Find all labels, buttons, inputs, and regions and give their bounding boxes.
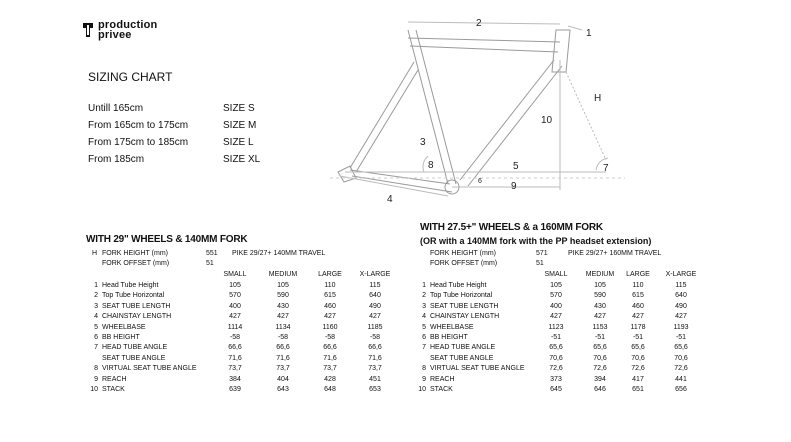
row-label: Top Tube Horizontal	[430, 292, 493, 300]
row-value: 71,6	[368, 354, 382, 362]
sizing-size: SIZE XL	[223, 154, 261, 165]
table2-subtitle: (OR with a 140MM fork with the PP headset extension)	[420, 236, 652, 246]
row-value: 640	[369, 292, 381, 300]
column-header: SMALL	[544, 271, 568, 278]
row-value: 66,6	[368, 344, 382, 352]
row-value: 1123	[548, 323, 564, 331]
dim-4-line	[340, 176, 448, 196]
row-value: 72,6	[549, 365, 563, 373]
row-number: 6	[422, 334, 426, 341]
row-value: 384	[229, 375, 241, 383]
row-value: 105	[550, 282, 562, 289]
row-value: 65,6	[674, 344, 688, 352]
column-header: MEDIUM	[585, 271, 615, 278]
dim-1-line	[568, 26, 582, 30]
row-value: 71,6	[276, 354, 290, 362]
fork-note: PIKE 29/27+ 140MM TRAVEL	[232, 250, 326, 257]
row-label: HEAD TUBE ANGLE	[102, 344, 168, 352]
row-value: 394	[594, 375, 606, 383]
row-value: 430	[594, 302, 606, 310]
row-value: 451	[369, 375, 381, 383]
fork-height-key: H	[92, 250, 98, 257]
row-number: 7	[422, 344, 426, 352]
row-value: 71,6	[228, 354, 242, 362]
row-value: 66,6	[276, 344, 290, 352]
dim-label-2: 2	[476, 18, 482, 29]
fork-offset-label: FORK OFFSET (mm)	[102, 260, 170, 267]
row-value: 70,6	[631, 354, 645, 362]
fork-offset-value: 51	[206, 260, 214, 267]
row-label: SEAT TUBE ANGLE	[102, 354, 166, 362]
row-number: 2	[94, 292, 98, 300]
column-header: X-LARGE	[665, 271, 697, 278]
dim-label-8: 8	[428, 160, 434, 171]
row-value: 404	[277, 375, 289, 383]
fork-offset-value: 51	[536, 260, 544, 267]
row-value: 1153	[592, 323, 608, 331]
row-value: 105	[277, 282, 289, 289]
fork-height-value: 571	[536, 250, 548, 257]
row-value: 105	[594, 282, 606, 289]
row-number: 2	[422, 292, 426, 300]
row-value: 110	[324, 282, 336, 289]
row-value: 1160	[322, 323, 338, 331]
row-label: Head Tube Height	[430, 282, 487, 289]
row-value: 653	[369, 386, 381, 393]
seat-stay-2	[356, 70, 418, 172]
dim-label-h: H	[594, 93, 602, 104]
row-value: 1178	[630, 323, 646, 331]
row-value: 645	[550, 386, 562, 393]
row-value: 110	[632, 282, 644, 289]
dim-label-6: 6	[478, 178, 482, 185]
column-header: LARGE	[318, 271, 342, 278]
row-value: -51	[550, 334, 562, 341]
row-value: -51	[632, 334, 644, 341]
seat-tube-2	[416, 30, 456, 184]
row-value: 643	[277, 386, 289, 393]
row-label: HEAD TUBE ANGLE	[430, 344, 496, 352]
row-value: 640	[675, 292, 687, 300]
row-value: 115	[675, 282, 687, 289]
row-value: 72,6	[593, 365, 607, 373]
column-header: SMALL	[223, 271, 247, 278]
dim-2-line	[408, 22, 560, 24]
row-label: SEAT TUBE ANGLE	[430, 354, 494, 362]
row-value: 65,6	[631, 344, 645, 352]
row-value: 427	[229, 313, 241, 321]
sizing-size: SIZE M	[223, 120, 257, 131]
row-value: 115	[369, 282, 381, 289]
row-label: VIRTUAL SEAT TUBE ANGLE	[430, 365, 525, 373]
row-label: REACH	[102, 375, 127, 383]
fork-height-value: 551	[206, 250, 218, 257]
row-value: 66,6	[228, 344, 242, 352]
row-value: 646	[594, 386, 606, 393]
row-label: Head Tube Height	[102, 282, 159, 289]
row-value: 427	[550, 313, 562, 321]
column-header: X-LARGE	[359, 271, 391, 278]
row-value: -58	[229, 334, 241, 341]
dim-label-9: 9	[511, 181, 517, 192]
row-number: 5	[422, 323, 426, 331]
row-value: 428	[324, 375, 336, 383]
row-label: STACK	[102, 386, 125, 393]
row-value: 65,6	[593, 344, 607, 352]
row-number: 6	[94, 334, 98, 341]
row-value: 70,6	[593, 354, 607, 362]
row-number: 9	[94, 375, 98, 383]
row-value: 72,6	[674, 365, 688, 373]
row-value: 590	[277, 292, 289, 300]
sizing-chart-title: SIZING CHART	[88, 70, 173, 84]
dropout	[338, 166, 356, 182]
brand-line-1: production	[98, 19, 158, 31]
row-value: 73,7	[228, 365, 242, 373]
row-value: 570	[229, 292, 241, 300]
row-label: STACK	[430, 386, 453, 393]
row-value: -58	[369, 334, 381, 341]
row-value: 427	[369, 313, 381, 321]
row-value: 417	[632, 375, 644, 383]
row-value: 1114	[227, 323, 243, 331]
sizing-height: From 165cm to 175cm	[88, 120, 189, 131]
row-value: 427	[277, 313, 289, 321]
row-value: 1134	[275, 323, 291, 331]
row-value: 71,6	[323, 354, 337, 362]
row-label: BB HEIGHT	[102, 334, 140, 341]
row-value: 72,6	[631, 365, 645, 373]
row-value: 460	[632, 302, 644, 310]
row-number: 1	[422, 282, 426, 289]
row-value: 73,7	[323, 365, 337, 373]
sizing-size: SIZE S	[223, 103, 255, 114]
row-value: -58	[277, 334, 289, 341]
row-value: 65,6	[549, 344, 563, 352]
dim-h-line	[566, 72, 606, 160]
row-label: VIRTUAL SEAT TUBE ANGLE	[102, 365, 197, 373]
row-value: 615	[324, 292, 336, 300]
row-value: 1193	[673, 323, 689, 331]
row-label: REACH	[430, 375, 455, 383]
row-label: WHEELBASE	[102, 323, 146, 331]
row-label: WHEELBASE	[430, 323, 474, 331]
row-value: 66,6	[323, 344, 337, 352]
table1-title: WITH 29" WHEELS & 140MM FORK	[86, 234, 248, 245]
row-number: 5	[94, 323, 98, 331]
row-number: 7	[94, 344, 98, 352]
row-value: 651	[632, 386, 644, 393]
row-value: 73,7	[276, 365, 290, 373]
column-header: LARGE	[626, 271, 650, 278]
row-value: 73,7	[368, 365, 382, 373]
top-tube-lower	[410, 46, 558, 52]
row-value: -58	[324, 334, 336, 341]
row-value: 1185	[367, 323, 383, 331]
row-value: 70,6	[549, 354, 563, 362]
dim-label-5: 5	[513, 161, 519, 172]
row-number: 4	[422, 313, 426, 321]
fork-offset-label: FORK OFFSET (mm)	[430, 260, 498, 267]
row-label: CHAINSTAY LENGTH	[430, 313, 500, 321]
row-label: Top Tube Horizontal	[102, 292, 165, 300]
row-value: 615	[632, 292, 644, 300]
brand-line-2: privee	[98, 29, 132, 41]
row-value: 427	[632, 313, 644, 321]
fork-height-label: FORK HEIGHT (mm)	[430, 250, 496, 257]
row-value: 490	[675, 302, 687, 310]
sizing-size: SIZE L	[223, 137, 254, 148]
table2-title: WITH 27.5+" WHEELS & a 160MM FORK	[420, 222, 603, 233]
dim-label-3: 3	[420, 137, 426, 148]
row-value: 105	[229, 282, 241, 289]
row-value: 656	[675, 386, 687, 393]
column-header: MEDIUM	[268, 271, 298, 278]
row-number: 8	[94, 365, 98, 373]
down-tube	[460, 60, 554, 180]
row-number: 10	[90, 386, 98, 393]
row-value: 430	[277, 302, 289, 310]
row-value: 490	[369, 302, 381, 310]
dim-label-7: 7	[603, 163, 609, 174]
sizing-height: From 175cm to 185cm	[88, 137, 189, 148]
row-number: 3	[94, 302, 98, 310]
row-value: 570	[550, 292, 562, 300]
row-value: 441	[675, 375, 687, 383]
dim-label-1: 1	[586, 28, 592, 39]
row-label: BB HEIGHT	[430, 334, 468, 341]
row-number: 4	[94, 313, 98, 321]
row-label: SEAT TUBE LENGTH	[430, 302, 499, 310]
row-value: 639	[229, 386, 241, 393]
row-value: 648	[324, 386, 336, 393]
row-number: 1	[94, 282, 98, 289]
dim-label-10: 10	[541, 115, 553, 126]
sizing-height: From 185cm	[88, 154, 145, 165]
sizing-height: Untill 165cm	[88, 103, 144, 114]
fork-height-label: FORK HEIGHT (mm)	[102, 250, 168, 257]
row-number: 9	[422, 375, 426, 383]
row-value: 70,6	[674, 354, 688, 362]
head-tube	[552, 30, 570, 72]
row-label: SEAT TUBE LENGTH	[102, 302, 171, 310]
row-label: CHAINSTAY LENGTH	[102, 313, 172, 321]
row-value: 373	[550, 375, 562, 383]
row-value: 427	[675, 313, 687, 321]
row-number: 8	[422, 365, 426, 373]
fork-note: PIKE 29/27+ 160MM TRAVEL	[568, 250, 662, 257]
row-value: 400	[229, 302, 241, 310]
row-value: 460	[324, 302, 336, 310]
row-number: 10	[418, 386, 426, 393]
top-tube	[408, 38, 560, 42]
row-value: 400	[550, 302, 562, 310]
row-value: 427	[594, 313, 606, 321]
dim-label-4: 4	[387, 194, 393, 205]
row-value: -51	[675, 334, 687, 341]
frame-geometry-diagram	[0, 0, 791, 220]
row-value: -51	[594, 334, 606, 341]
row-number: 3	[422, 302, 426, 310]
row-value: 590	[594, 292, 606, 300]
row-value: 427	[324, 313, 336, 321]
seat-stay	[350, 62, 414, 168]
